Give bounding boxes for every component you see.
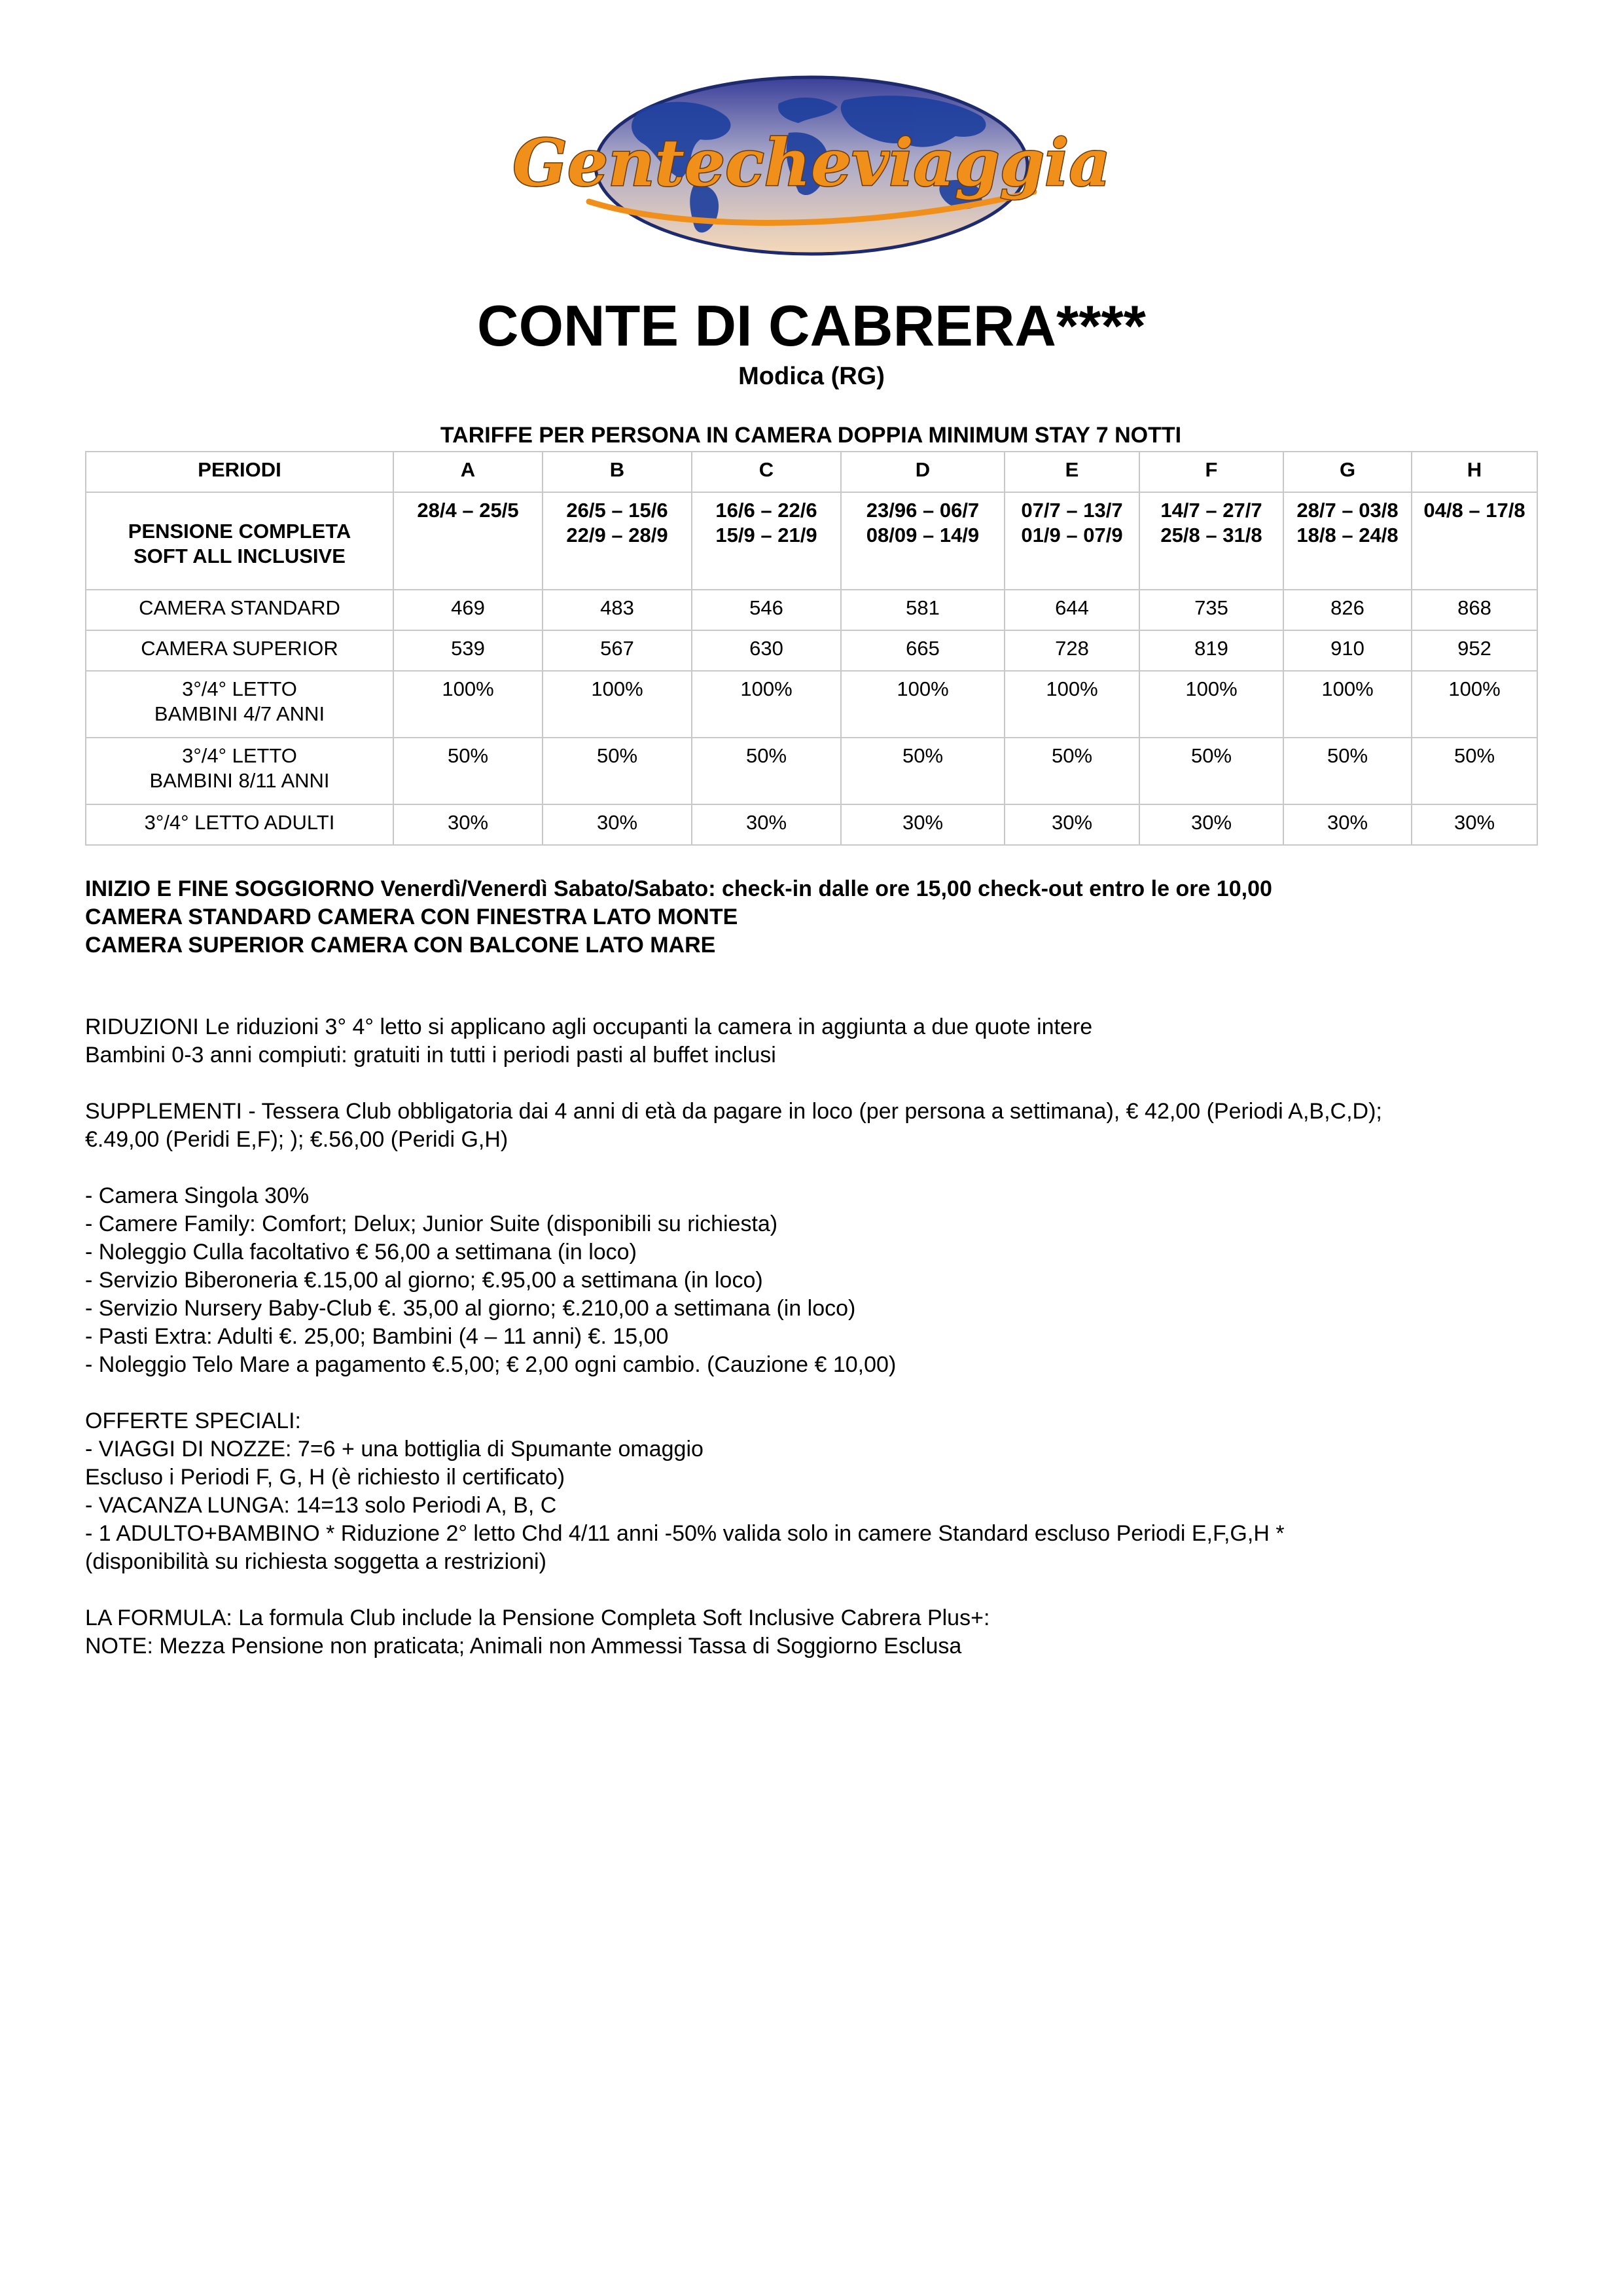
table-cell: 50% [692,738,841,804]
stay-info [85,875,1558,960]
table-header-row [86,452,1537,492]
table-row [86,630,1537,671]
table-cell: 100% [1005,671,1139,738]
riduzioni-line: Bambini 0-3 anni compiuti: gratuiti in tutti i periodi pasti al buffet inclusi [85,1043,776,1067]
table-cell: 567 [543,630,692,671]
row-label: 3°/4° LETTO BAMBINI 4/7 ANNI [86,671,393,738]
table-cell: 50% [1005,738,1139,804]
header-cell: D [841,452,1005,492]
header-cell: H [1412,452,1537,492]
table-cell: 100% [1139,671,1283,738]
table-cell: 952 [1412,630,1537,671]
table-cell: 28/7 – 03/8 18/8 – 24/8 [1283,492,1412,590]
table-cell: 14/7 – 27/7 25/8 – 31/8 [1139,492,1283,590]
checkin-info: INIZIO E FINE SOGGIORNO Venerdì/Venerdì Sabato/Sabato: check-in dalle ore 15,00 check-out entro le ore 10,00 [85,876,1272,901]
table-cell: 826 [1283,590,1412,630]
offerte-line: - 1 ADULTO+BAMBINO * Riduzione 2° letto Chd 4/11 anni -50% valida solo in camere Standard escluso Periodi E,F,G,H * [85,1521,1285,1546]
riduzioni-line: RIDUZIONI Le riduzioni 3° 4° letto si applicano agli occupanti la camera in aggiunta a due quote intere [85,1014,1093,1039]
supplementi-line: SUPPLEMENTI - Tessera Club obbligatoria dai 4 anni di età da pagare in loco (per persona a settimana), € 42,00 (Periodi A,B,C,D); [85,1099,1382,1124]
table-cell: 50% [841,738,1005,804]
standard-room-info: CAMERA STANDARD CAMERA CON FINESTRA LATO MONTE [85,905,738,929]
hotel-title: CONTE DI CABRERA**** [477,293,1146,358]
gentecheviaggia-logo [512,71,1111,260]
table-cell: 30% [393,804,543,845]
table-cell: 50% [1283,738,1412,804]
logo-lettering: Gentecheviaggia [512,126,1111,201]
extra-item: - Noleggio Culla facoltativo € 56,00 a settimana (in loco) [85,1240,637,1265]
table-row [86,590,1537,630]
supplementi-line: €.49,00 (Peridi E,F); ); €.56,00 (Peridi G,H) [85,1127,508,1152]
row-label: 3°/4° LETTO BAMBINI 8/11 ANNI [86,738,393,804]
table-cell: 539 [393,630,543,671]
table-row [86,804,1537,845]
table-cell: 30% [1005,804,1139,845]
table-cell: 581 [841,590,1005,630]
table-cell: 100% [1412,671,1537,738]
header-cell: F [1139,452,1283,492]
extra-item: - Servizio Nursery Baby-Club €. 35,00 al giorno; €.210,00 a settimana (in loco) [85,1296,856,1321]
table-cell: 100% [841,671,1005,738]
row-label: 3°/4° LETTO ADULTI [86,804,393,845]
offerte-line: OFFERTE SPECIALI: [85,1408,302,1433]
extra-item: - Pasti Extra: Adulti €. 25,00; Bambini (4 – 11 anni) €. 15,00 [85,1324,669,1349]
header-cell: G [1283,452,1412,492]
table-cell: 735 [1139,590,1283,630]
header-cell: E [1005,452,1139,492]
table-row [86,738,1537,804]
table-cell: 100% [543,671,692,738]
table-cell: 30% [1283,804,1412,845]
extra-item: - Servizio Biberoneria €.15,00 al giorno; €.95,00 a settimana (in loco) [85,1268,763,1293]
formula-line: LA FORMULA: La formula Club include la Pensione Completa Soft Inclusive Cabrera Plus+: [85,1605,990,1630]
table-cell: 23/96 – 06/7 08/09 – 14/9 [841,492,1005,590]
offerte-line: Escluso i Periodi F, G, H (è richiesto il certificato) [85,1465,565,1490]
table-cell: 30% [543,804,692,845]
table-cell: 26/5 – 15/6 22/9 – 28/9 [543,492,692,590]
table-cell: 04/8 – 17/8 [1412,492,1537,590]
header-cell: C [692,452,841,492]
rates-table [85,451,1538,846]
hotel-location: Modica (RG) [738,363,885,390]
table-cell: 30% [1139,804,1283,845]
offerte-line: - VIAGGI DI NOZZE: 7=6 + una bottiglia di Spumante omaggio [85,1437,704,1462]
table-row [86,492,1537,590]
header-cell: PERIODI [86,452,393,492]
table-cell: 469 [393,590,543,630]
table-cell: 16/6 – 22/6 15/9 – 21/9 [692,492,841,590]
table-cell: 50% [1412,738,1537,804]
header-cell: A [393,452,543,492]
table-cell: 30% [1412,804,1537,845]
table-cell: 546 [692,590,841,630]
table-cell: 630 [692,630,841,671]
table-cell: 30% [692,804,841,845]
extra-item: - Noleggio Telo Mare a pagamento €.5,00; € 2,00 ogni cambio. (Cauzione € 10,00) [85,1352,897,1377]
extra-item: - Camera Singola 30% [85,1183,310,1208]
table-cell: 728 [1005,630,1139,671]
superior-room-info: CAMERA SUPERIOR CAMERA CON BALCONE LATO MARE [85,933,716,958]
table-row [86,671,1537,738]
row-label: CAMERA SUPERIOR [86,630,393,671]
table-cell: 910 [1283,630,1412,671]
offerte-line: (disponibilità su richiesta soggetta a restrizioni) [85,1549,546,1574]
table-cell: 819 [1139,630,1283,671]
row-label: PENSIONE COMPLETA SOFT ALL INCLUSIVE [86,492,393,590]
table-cell: 665 [841,630,1005,671]
formula-line: NOTE: Mezza Pensione non praticata; Animali non Ammessi Tassa di Soggiorno Esclusa [85,1634,962,1659]
header-cell: B [543,452,692,492]
table-cell: 868 [1412,590,1537,630]
notes-section [85,1013,1558,1660]
extra-item: - Camere Family: Comfort; Delux; Junior Suite (disponibili su richiesta) [85,1211,778,1236]
table-caption: TARIFFE PER PERSONA IN CAMERA DOPPIA MINIMUM STAY 7 NOTTI [440,423,1182,448]
table-cell: 50% [1139,738,1283,804]
table-cell: 50% [543,738,692,804]
table-cell: 644 [1005,590,1139,630]
table-cell: 100% [1283,671,1412,738]
table-cell: 100% [393,671,543,738]
table-cell: 28/4 – 25/5 [393,492,543,590]
table-cell: 50% [393,738,543,804]
table-cell: 100% [692,671,841,738]
table-cell: 483 [543,590,692,630]
table-cell: 07/7 – 13/7 01/9 – 07/9 [1005,492,1139,590]
row-label: CAMERA STANDARD [86,590,393,630]
offerte-line: - VACANZA LUNGA: 14=13 solo Periodi A, B, C [85,1493,557,1518]
table-cell: 30% [841,804,1005,845]
